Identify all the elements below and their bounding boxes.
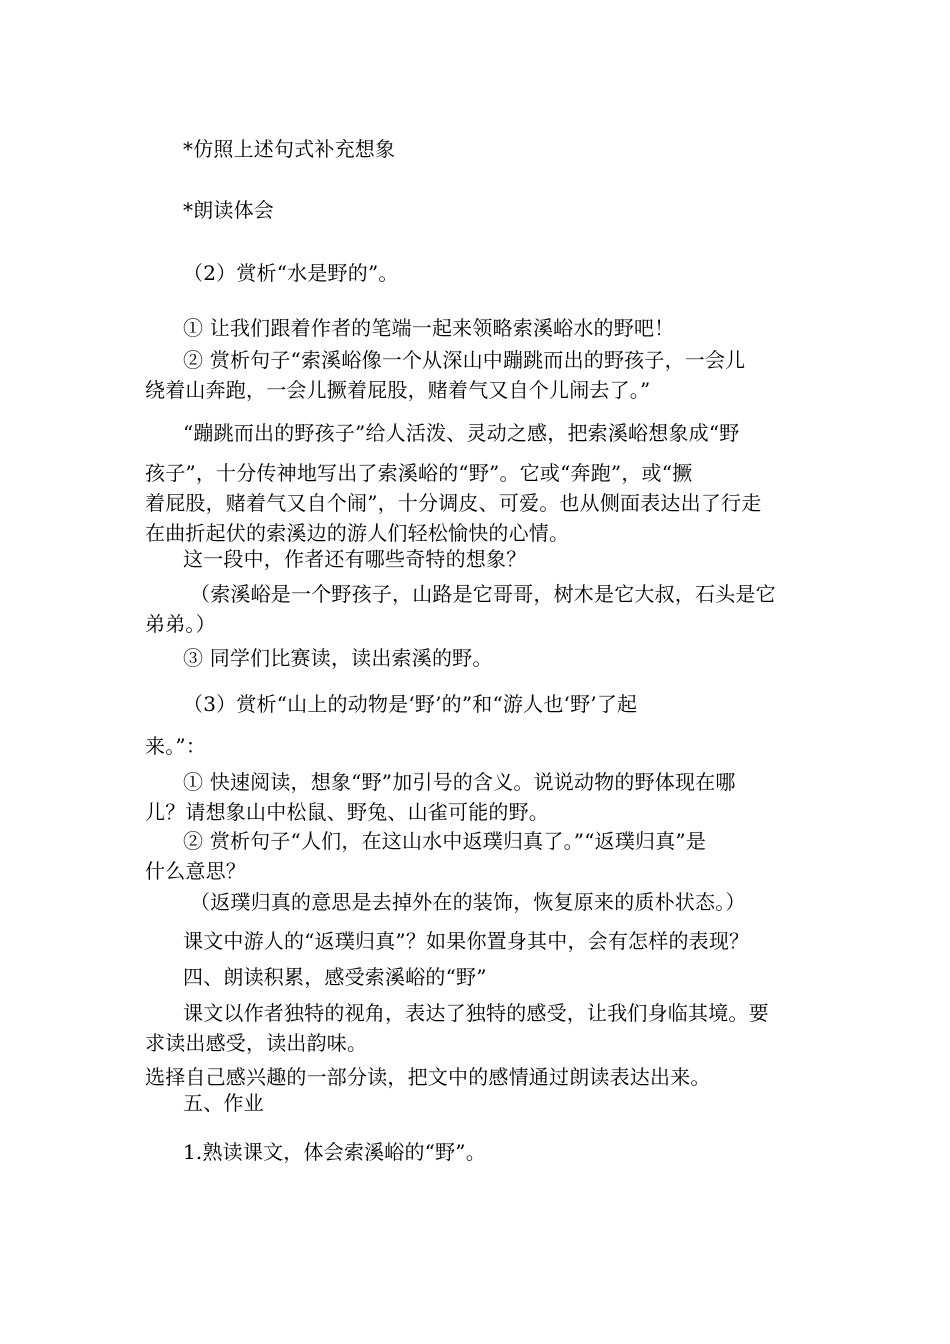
heading-section-3-cont — [145, 731, 206, 761]
paragraph-step-1 — [183, 313, 674, 343]
paragraph-reading-intro — [145, 998, 769, 1058]
heading-section-four — [183, 962, 487, 992]
line: 选择自己感兴趣的一部分读，把文中的感情通过朗读表达出来。 — [145, 1065, 711, 1089]
line: （2）赏析“水是野的”。 — [183, 261, 399, 285]
paragraph-analysis-2 — [145, 458, 761, 548]
line: *仿照上述句式补充想象 — [183, 137, 396, 161]
line: （3）赏析“山上的动物是‘野’的”和“游人也‘野’了起 — [183, 692, 638, 716]
line: （索溪峪是一个野孩子，山路是它哥哥，树木是它大叔，石头是它 — [190, 582, 776, 606]
line: 课文中游人的“返璞归真”？如果你置身其中，会有怎样的表现？ — [183, 929, 750, 953]
paragraph-step-3 — [183, 643, 493, 673]
heading-section-five — [183, 1088, 264, 1118]
paragraph-explanation — [190, 887, 746, 917]
line: ① 让我们跟着作者的笔端一起来领略索溪峪水的野吧！ — [183, 316, 675, 340]
line: （返璞归真的意思是去掉外在的装饰，恢复原来的质朴状态。） — [190, 890, 746, 914]
line: 弟弟。） — [145, 612, 216, 636]
line: ① 快速阅读，想象“野”加引号的含义。说说动物的野体现在哪 — [183, 770, 736, 794]
paragraph-step-3-2 — [145, 826, 706, 886]
line: 这一段中，作者还有哪些奇特的想象？ — [183, 547, 527, 571]
line: 孩子”，十分传神地写出了索溪峪的“野”。它或“奔跑”，或“撅 — [145, 461, 693, 485]
heading-section-2 — [183, 258, 399, 288]
line: 绕着山奔跑，一会儿撅着屁股，赌着气又自个儿闹去了。” — [145, 378, 651, 402]
paragraph-question — [183, 544, 526, 574]
line: “蹦跳而出的野孩子”给人活泼、灵动之感，把索溪峪想象成“野 — [183, 421, 740, 445]
line: *朗读体会 — [183, 198, 274, 222]
line: 1.熟读课文，体会索溪峪的“野”。 — [183, 1140, 486, 1164]
paragraph-imitate — [183, 134, 395, 164]
paragraph-read-aloud — [183, 195, 274, 225]
line: 儿？请想象山中松鼠、野兔、山雀可能的野。 — [145, 800, 549, 824]
line: 课文以作者独特的视角，表达了独特的感受，让我们身临其境。要 — [183, 1001, 769, 1025]
line: 求读出感受，读出韵味。 — [145, 1031, 368, 1055]
line: 四、朗读积累，感受索溪峪的“野” — [183, 965, 487, 989]
line: ② 赏析句子“索溪峪像一个从深山中蹦跳而出的野孩子，一会儿 — [183, 348, 746, 372]
line: 在曲折起伏的索溪边的游人们轻松愉快的心情。 — [145, 521, 570, 545]
line: 来。”： — [145, 734, 207, 758]
line: 着屁股，赌着气又自个闹”，十分调皮、可爱。也从侧面表达出了行走 — [145, 491, 762, 515]
line: ③ 同学们比赛读，读出索溪的野。 — [183, 646, 493, 670]
line: 五、作业 — [183, 1091, 264, 1115]
paragraph-homework-1 — [183, 1137, 486, 1167]
paragraph-step-3-1 — [145, 767, 736, 827]
heading-section-3 — [183, 689, 637, 719]
paragraph-analysis-1 — [183, 418, 739, 448]
paragraph-reflection — [183, 926, 749, 956]
line: 什么意思？ — [145, 859, 246, 883]
line: ② 赏析句子“人们，在这山水中返璞归真了。”“返璞归真”是 — [183, 829, 707, 853]
paragraph-answer — [145, 579, 776, 639]
paragraph-step-2 — [145, 345, 745, 405]
